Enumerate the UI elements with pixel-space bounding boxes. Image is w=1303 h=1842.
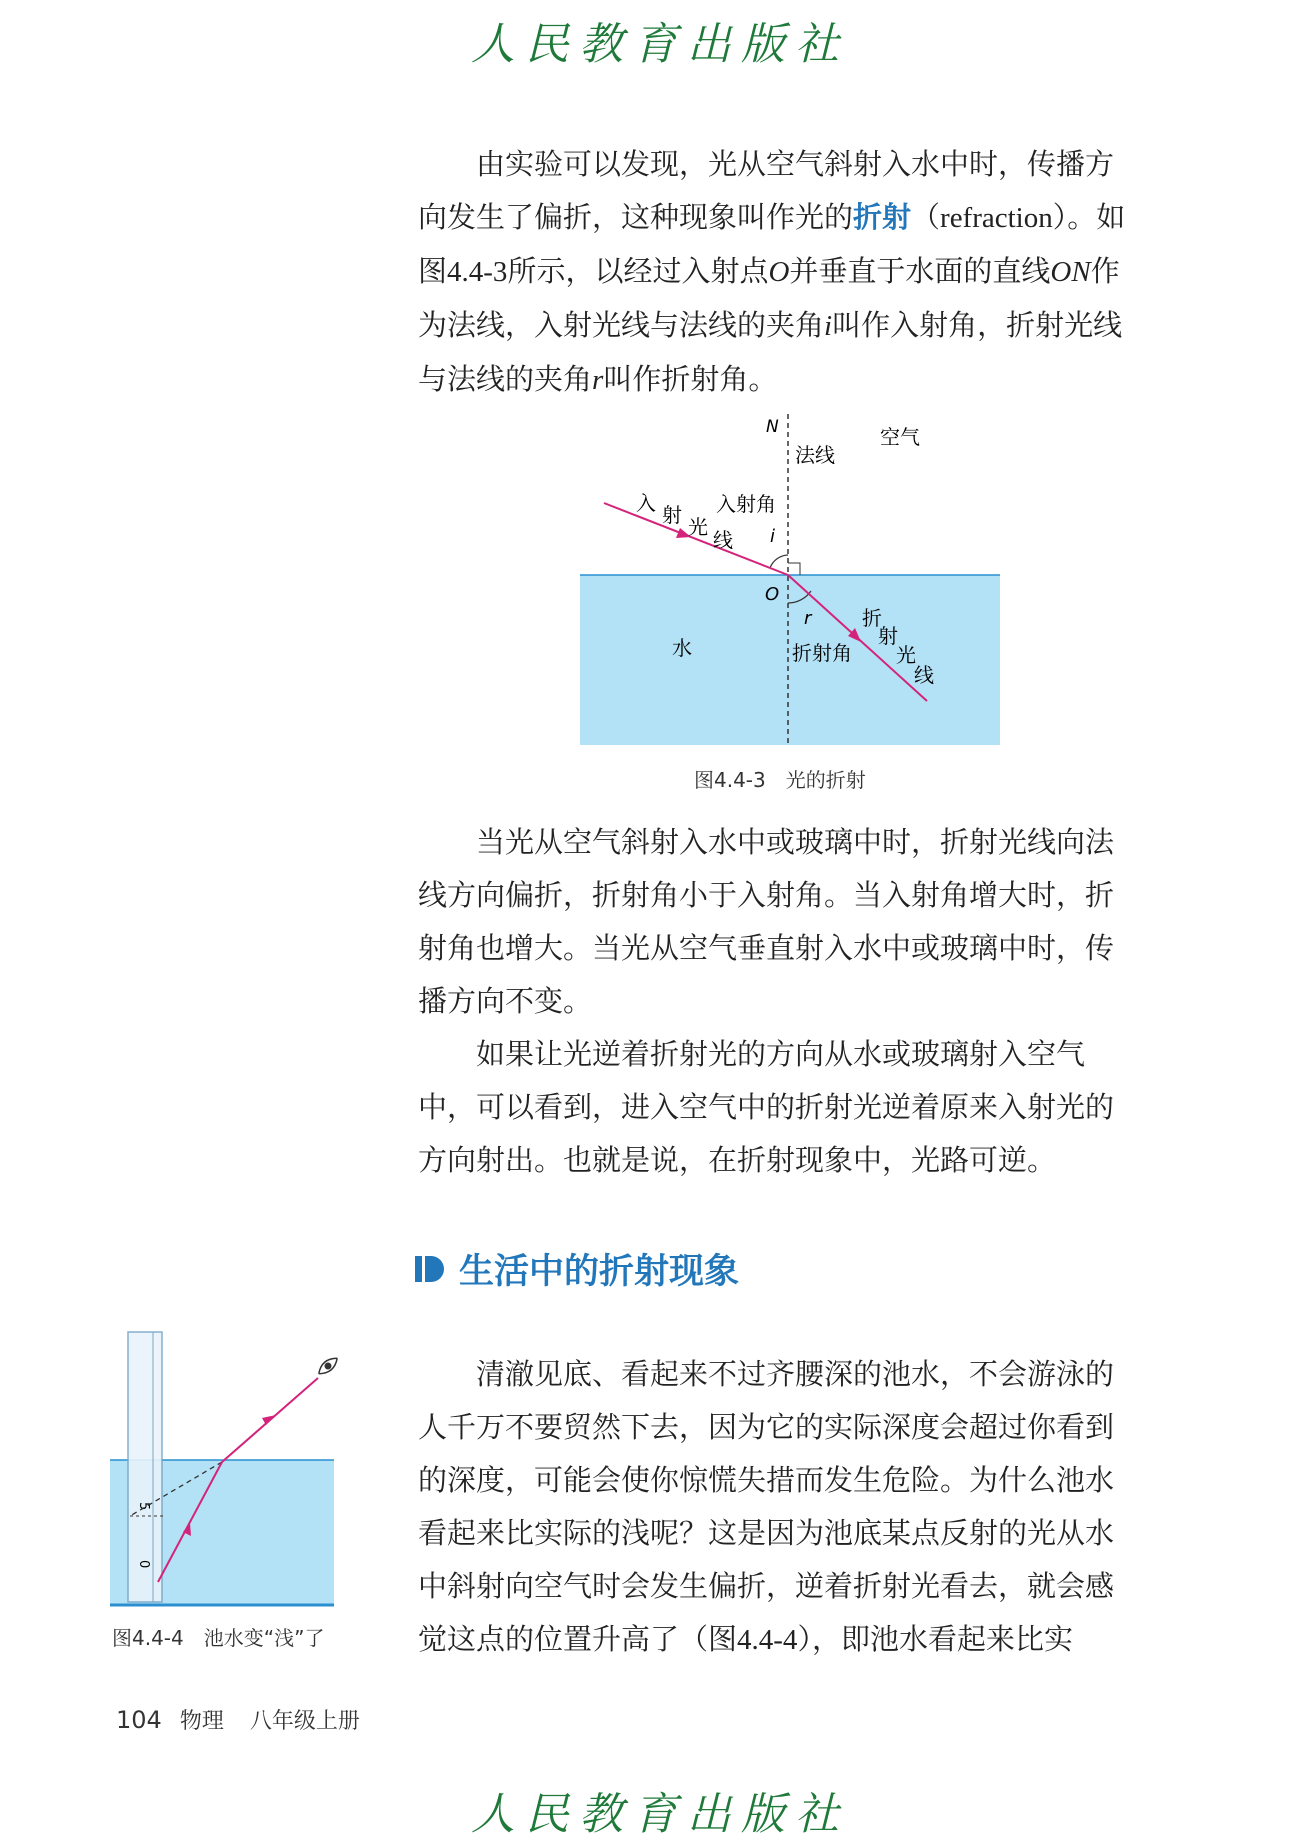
- section-heading: [415, 1244, 739, 1294]
- paragraph-reversibility: [418, 1028, 1140, 1187]
- incident-ray-char-3: 光: [688, 515, 708, 539]
- para-text: 叫作折射角。: [603, 362, 778, 396]
- symbol-o: O: [768, 256, 790, 288]
- publisher-logo-bottom: 人民教育出版社: [471, 1789, 849, 1840]
- figure-ref: 4.4-3: [447, 256, 508, 288]
- section-marker-icon: [415, 1254, 445, 1284]
- paragraph-refraction-definition: [418, 138, 1140, 407]
- figure-caption-4-4-4: 图4.4-4 池水变“浅”了: [112, 1626, 325, 1650]
- para-text: 作为法线，入射光线与法线的夹角: [418, 254, 1120, 342]
- ruler-mark-0: 0: [136, 1560, 151, 1569]
- section-title: 生活中的折射现象: [459, 1252, 740, 1292]
- refracted-ray-char-3: 光: [896, 643, 916, 667]
- para-text: 当光从空气斜射入水中或玻璃中时，折射光线向法线方向偏折，折射角小于入射角。当入射角增大时，折射角也增大。当光从空气垂直射入水中或玻璃中时，传播方向不变。: [418, 825, 1115, 1018]
- page-number: 104: [116, 1706, 162, 1734]
- incident-angle-label: 入射角: [716, 492, 776, 516]
- symbol-on: ON: [1050, 256, 1091, 288]
- paragraph-refraction-rules: [418, 816, 1140, 1028]
- refracted-ray-char-1: 折: [862, 606, 882, 630]
- refraction-diagram: [560, 410, 1020, 750]
- refraction-angle-label: 折射角: [792, 641, 852, 665]
- paragraph-pool-depth: [418, 1348, 1140, 1667]
- water-label: 水: [672, 636, 692, 660]
- figure-caption-4-4-3: 图4.4-3 光的折射: [694, 768, 866, 792]
- symbol-r: r: [592, 364, 604, 396]
- angle-r-label: r: [804, 608, 812, 629]
- normal-label-n: N: [766, 417, 779, 437]
- normal-label: 法线: [795, 443, 835, 467]
- pool-shallow-diagram: [106, 1320, 376, 1610]
- para-text: 叫作入射角，折射光线与法线的夹角: [418, 308, 1123, 396]
- symbol-i: i: [824, 310, 833, 342]
- para-text: 清澈见底、看起来不过齐腰深的池水，不会游泳的人千万不要贸然下去，因为它的实际深度会超过你看到的深度，可能会使你惊慌失措而发生危险。为什么池水看起来比实际的浅呢？这是因为池底某点反射的光从水中斜射向空气时会发生偏折，逆着折射光看去，就会感觉这点的位置升高了（图: [418, 1357, 1115, 1656]
- ray-in-air-arrow: [262, 1415, 276, 1425]
- incident-ray-char-1: 入: [636, 491, 656, 515]
- para-text: 如果让光逆着折射光的方向从水或玻璃射入空气中，可以看到，进入空气中的折射光逆着原来入射光的方向射出。也就是说，在折射现象中，光路可逆。: [418, 1037, 1115, 1177]
- para-text: 所示，以经过入射点: [507, 254, 769, 288]
- ruler-mark-5: 5: [136, 1502, 151, 1511]
- term-refraction: 折射: [853, 200, 912, 234]
- point-o-label: O: [765, 584, 780, 605]
- figure-ref: 4.4-4: [737, 1624, 798, 1656]
- footer-subject: 物理: [179, 1709, 224, 1734]
- publisher-logo-top: 人民教育出版社: [471, 19, 849, 70]
- refracted-ray-char-2: 射: [878, 624, 898, 648]
- water-region: [580, 575, 1000, 745]
- air-label: 空气: [880, 425, 920, 449]
- para-text: 由实验可以发现，光从空气斜射入水中时，传播方向发生了偏折，这种现象叫作光的: [418, 147, 1115, 234]
- para-text: ），即池水看起来比实: [797, 1622, 1073, 1656]
- term-english: （refraction）: [911, 202, 1068, 234]
- footer-grade: 八年级上册: [249, 1709, 360, 1734]
- angle-i-label: i: [770, 526, 776, 547]
- refracted-ray-char-4: 线: [914, 663, 934, 687]
- right-angle-mark: [788, 563, 800, 575]
- page-footer: [116, 1704, 360, 1735]
- eye-icon: [316, 1354, 341, 1377]
- para-text: 。如图: [418, 200, 1126, 288]
- incident-ray-char-4: 线: [713, 528, 733, 552]
- incident-angle-arc: [770, 555, 788, 568]
- incident-ray-char-2: 射: [662, 503, 682, 527]
- para-text: 并垂直于水面的直线: [789, 254, 1051, 288]
